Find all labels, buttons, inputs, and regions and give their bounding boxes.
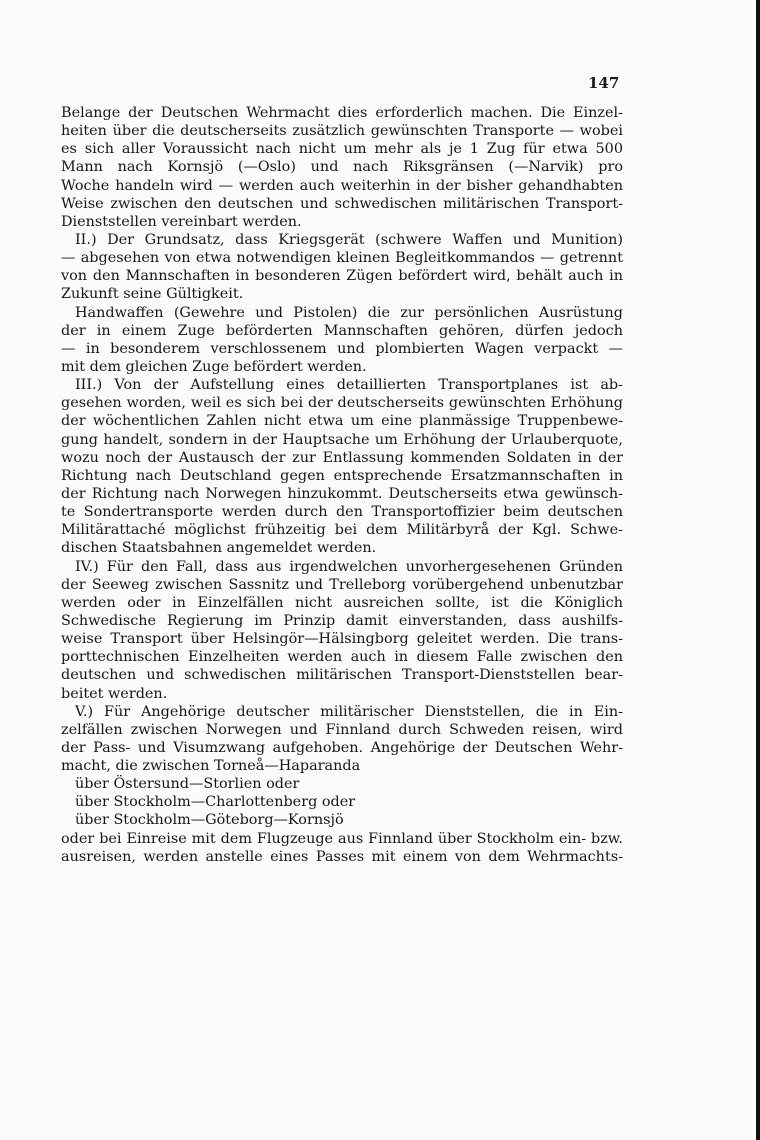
page-number: 147 [588,74,620,92]
text-line: Richtung nach Deutschland gegen entsprechende Ersatzmannschaften in [61,467,623,484]
text-line: Mann nach Kornsjö (—Oslo) und nach Riksgränsen (—Narvik) pro [61,159,623,176]
text-line: weise Transport über Helsingör—Hälsingborg geleitet werden. Die trans- [61,631,623,648]
text-line: II.) Der Grundsatz, dass Kriegsgerät (schwere Waffen und Munition) [75,231,623,248]
text-line: von den Mannschaften in besonderen Zügen befördert wird, behält auch in [61,268,623,285]
text-line: V.) Für Angehörige deutscher militärischer Dienststellen, die in Ein- [75,703,623,720]
text-line: der in einem Zuge beförderten Mannschaften gehören, dürfen jedoch [61,322,623,339]
text-line: Schwedische Regierung im Prinzip damit einverstanden, dass aushilfs- [61,612,623,629]
scan-edge [756,0,760,1140]
text-line: über Östersund—Storlien oder [75,776,300,793]
text-line: deutschen und schwedischen militärischen Transport-Dienststellen bear- [61,667,623,684]
text-line: macht, die zwischen Torneå—Haparanda [61,758,361,775]
text-line: über Stockholm—Charlottenberg oder [75,794,356,811]
text-line: mit dem gleichen Zuge befördert werden. [61,358,367,375]
text-line: zelfällen zwischen Norwegen und Finnland durch Schweden reisen, wird [61,721,623,738]
text-line: Weise zwischen den deutschen und schwedischen militärischen Transport- [61,195,623,212]
text-line: beitet werden. [61,685,168,702]
text-line: heiten über die deutscherseits zusätzlich gewünschten Transporte — wobei [61,123,623,140]
text-line: — abgesehen von etwa notwendigen kleinen Begleitkommandos — getrennt [61,250,623,267]
text-line: der Richtung nach Norwegen hinzukommt. Deutscherseits etwa gewünsch- [61,485,623,502]
text-line: te Sondertransporte werden durch den Transportoffizier beim deutschen [61,504,623,521]
text-line: Woche handeln wird — werden auch weiterhin in der bisher gehandhabten [61,177,623,194]
text-line: der Pass- und Visumzwang aufgehoben. Angehörige der Deutschen Wehr- [61,739,623,756]
text-line: dischen Staatsbahnen angemeldet werden. [61,540,377,557]
text-line: Handwaffen (Gewehre und Pistolen) die zur persönlichen Ausrüstung [75,304,623,321]
text-line: über Stockholm—Göteborg—Kornsjö [75,812,344,829]
text-line: Belange der Deutschen Wehrmacht dies erforderlich machen. Die Einzel- [61,105,623,121]
text-line: gung handelt, sondern in der Hauptsache um Erhöhung der Urlauberquote, [61,431,623,448]
text-line: Zukunft seine Gültigkeit. [61,286,244,303]
text-line: oder bei Einreise mit dem Flugzeuge aus Finnland über Stockholm ein- bzw. [61,830,623,847]
body-text [61,104,623,866]
text-line: porttechnischen Einzelheiten werden auch in diesem Falle zwischen den [61,649,623,666]
text-line: — in besonderem verschlossenem und plombierten Wagen verpackt — [61,340,623,357]
text-line: gesehen worden, weil es sich bei der deutscherseits gewünschten Erhöhung [61,395,623,412]
text-line: Militärattaché möglichst frühzeitig bei dem Militärbyrå der Kgl. Schwe- [61,522,623,539]
text-line: IV.) Für den Fall, dass aus irgendwelchen unvorhergesehenen Gründen [75,558,623,575]
text-line: ausreisen, werden anstelle eines Passes mit einem von dem Wehrmachts- [61,848,623,865]
text-line: es sich aller Voraussicht nach nicht um mehr als je 1 Zug für etwa 500 [61,141,623,158]
text-line: werden oder in Einzelfällen nicht ausreichen sollte, ist die Königlich [61,594,623,611]
text-line: der wöchentlichen Zahlen nicht etwa um eine planmässige Truppenbewe- [61,413,623,430]
text-line: Dienststellen vereinbart werden. [61,213,302,230]
text-line: III.) Von der Aufstellung eines detaillierten Transportplanes ist ab- [75,377,623,394]
text-line: der Seeweg zwischen Sassnitz und Trelleborg vorübergehend unbenutzbar [61,576,623,593]
text-line: wozu noch der Austausch der zur Entlassung kommenden Soldaten in der [61,449,623,466]
